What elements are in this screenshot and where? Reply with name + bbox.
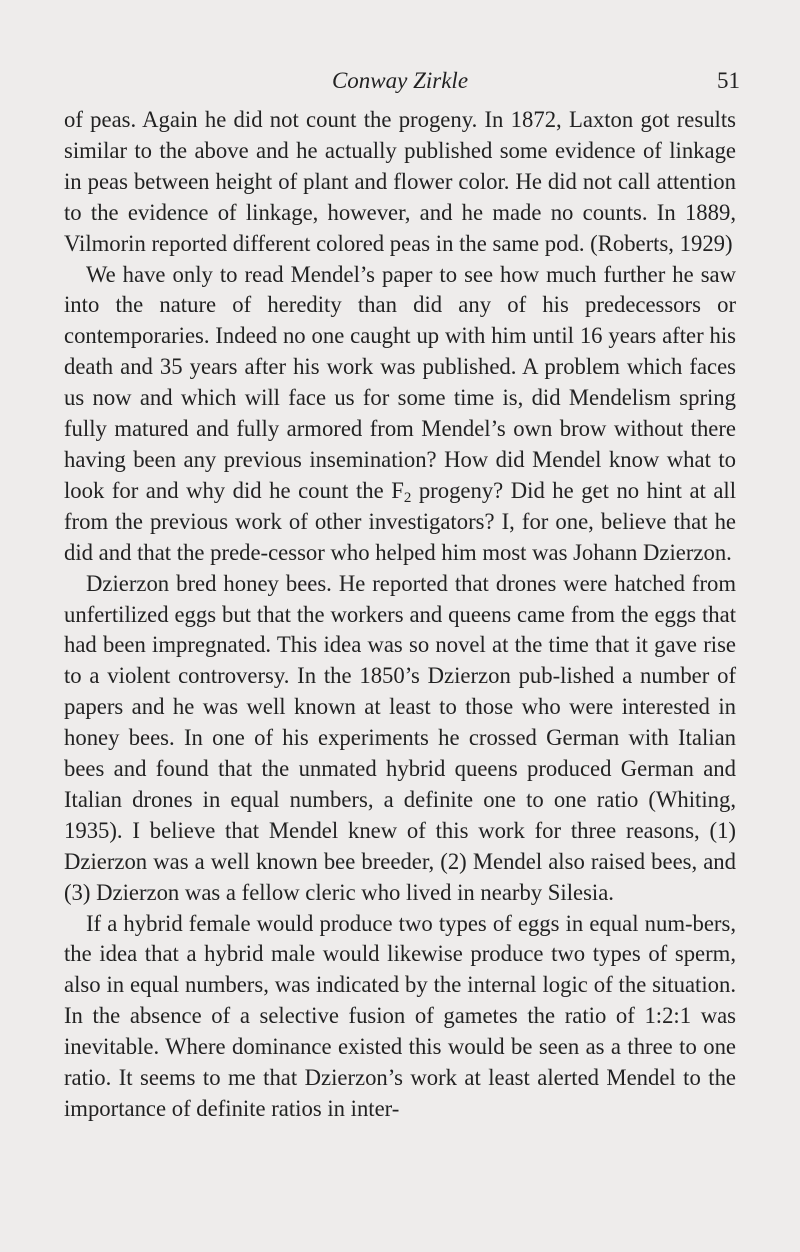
page-number: 51 [717,68,740,93]
page-header [0,62,800,98]
subscript: 2 [403,489,412,506]
running-head: Conway Zirkle [331,68,469,93]
paragraph-dzierzon-bees: Dzierzon bred honey bees. He reported that drones were hatched from unfertilized eggs but that the workers and queens came from the eggs that had been impregnated. This idea was so novel at the time that it gave rise to a violent controversy. In the 1850’s Dzierzon pub-lished a number of papers and he was well known at least to those who were interested in honey bees. In one of his experiments he crossed German with Italian bees and found that the unmated hybrid queens produced German and Italian drones in equal numbers, a definite one to one ratio (Whiting, 1935). I believe that Mendel knew of this work for three reasons, (1) Dzierzon was a well known bee breeder, (2) Mendel also raised bees, and (3) Dzierzon was a fellow cleric who lived in nearby Silesia. [64,570,736,905]
paragraph-continuation: of peas. Again he did not count the progeny. In 1872, Laxton got results similar to the above and he actually published some evidence of linkage in peas between height of plant and flower color. He did not call attention to the evidence of linkage, however, and he made no counts. In 1889, Vilmorin reported different colored peas in the same pod. (Roberts, 1929) [64,107,736,256]
paragraph-text: We have only to read Mendel’s paper to see how much further he saw into the nature of heredity than did any of his predecessors or contemporaries. Indeed no one caught up with him until 16 years after his death and 35 years after his work was published. A problem which faces us now and which will face us for some time is, did Mendelism spring fully matured and fully armored from Mendel’s own brow without there having been any previous insemination? How did Mendel know what to look for and why did he count the F [64,261,736,503]
paragraph-text: progeny? Did he get no hint at all from the previous work of other investigators? I, for one, believe that he did and that the prede-cessor who helped him most was Johann Dzierzon. [64,477,736,565]
body-text [64,105,736,1125]
paragraph-mendel-paper [64,260,736,569]
paragraph-hybrid-ratio: If a hybrid female would produce two types of eggs in equal num-bers, the idea that a hybrid male would likewise produce two types of sperm, also in equal numbers, was indicated by the internal logic of the situation. In the absence of a selective fusion of gametes the ratio of 1:2:1 was inevitable. Where dominance existed this would be seen as a three to one ratio. It seems to me that Dzierzon’s work at least alerted Mendel to the importance of definite ratios in inter- [64,910,736,1121]
